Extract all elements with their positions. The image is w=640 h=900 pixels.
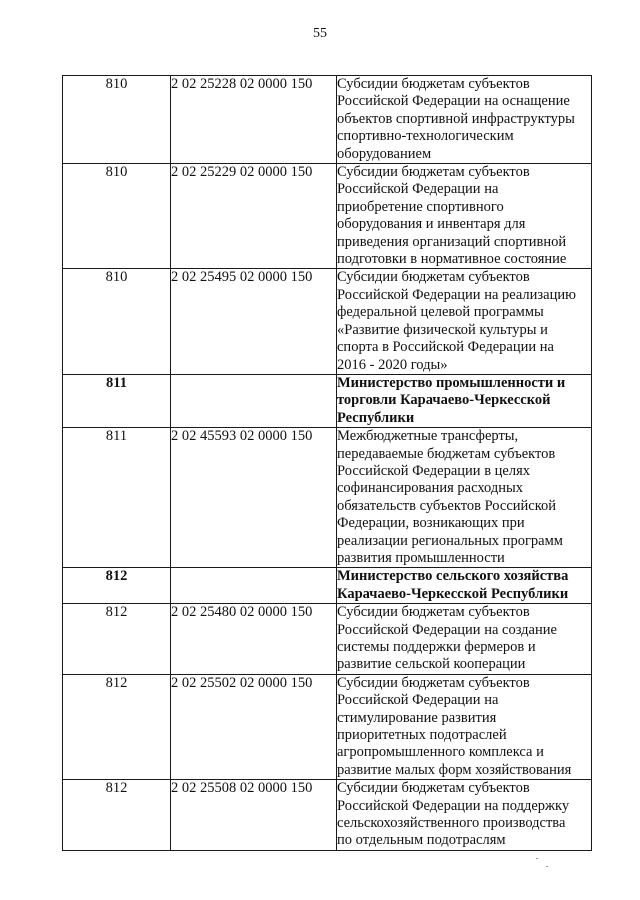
cell-budget-classification-code: 2 02 45593 02 0000 150 xyxy=(171,428,337,568)
cell-description xyxy=(337,428,592,568)
budget-revenue-table xyxy=(62,75,592,851)
description-line: приоритетных подотраслей xyxy=(337,727,507,744)
description-line: софинансирования расходных xyxy=(337,480,523,497)
description-line: Российской Федерации на реализацию xyxy=(337,286,576,303)
cell-budget-classification-code: 2 02 25495 02 0000 150 xyxy=(171,269,337,374)
description-line: приобретение спортивного xyxy=(337,198,504,215)
description-line: Республики xyxy=(337,409,415,426)
description-line: Российской Федерации в целях xyxy=(337,462,531,479)
cell-description xyxy=(337,780,592,851)
description-line: Субсидии бюджетам субъектов xyxy=(337,269,530,286)
description-line: оборудования и инвентаря для xyxy=(337,216,526,233)
description-line: Межбюджетные трансферты, xyxy=(337,428,519,445)
cell-budget-classification-code: 2 02 25508 02 0000 150 xyxy=(171,780,337,851)
description-line: развитие сельской кооперации xyxy=(337,656,526,673)
table-row-section-header xyxy=(63,568,592,604)
table-row xyxy=(63,674,592,779)
scan-speck xyxy=(536,858,538,859)
description-line: спортивно-технологическим xyxy=(337,128,514,145)
description-line: Российской Федерации на xyxy=(337,181,499,198)
cell-description xyxy=(337,568,592,604)
description-line: Субсидии бюджетам субъектов xyxy=(337,164,530,181)
cell-admin-code: 810 xyxy=(63,164,171,269)
description-line: обязательств субъектов Российской xyxy=(337,497,557,514)
table-row-section-header xyxy=(63,374,592,427)
description-line: Министерство сельского хозяйства xyxy=(337,568,569,585)
cell-budget-classification-code xyxy=(171,374,337,427)
cell-admin-code: 810 xyxy=(63,76,171,164)
description-line: Российской Федерации на поддержку xyxy=(337,797,570,814)
cell-description xyxy=(337,76,592,164)
description-line: Российской Федерации на оснащение xyxy=(337,93,570,110)
table-body xyxy=(63,76,592,851)
description-line: развития промышленности xyxy=(337,549,505,566)
description-line: реализации региональных программ xyxy=(337,532,563,549)
table-row xyxy=(63,780,592,851)
description-line: спорта в Российской Федерации на xyxy=(337,339,554,356)
description-line: приведения организаций спортивной xyxy=(337,233,567,250)
cell-admin-code: 812 xyxy=(63,674,171,779)
description-line: торговли Карачаево-Черкесской xyxy=(337,392,551,409)
table-row xyxy=(63,604,592,675)
scan-speck xyxy=(546,866,548,867)
cell-admin-code: 812 xyxy=(63,604,171,675)
description-line: Российской Федерации на создание xyxy=(337,621,557,638)
description-line: Субсидии бюджетам субъектов xyxy=(337,76,530,92)
cell-admin-code: 812 xyxy=(63,780,171,851)
page-number: 55 xyxy=(313,26,327,41)
cell-description xyxy=(337,269,592,374)
cell-budget-classification-code: 2 02 25228 02 0000 150 xyxy=(171,76,337,164)
description-line: стимулирование развития xyxy=(337,709,497,726)
cell-admin-code: 812 xyxy=(63,568,171,604)
cell-budget-classification-code xyxy=(171,568,337,604)
cell-budget-classification-code: 2 02 25480 02 0000 150 xyxy=(171,604,337,675)
cell-admin-code: 810 xyxy=(63,269,171,374)
description-line: Субсидии бюджетам субъектов xyxy=(337,674,530,691)
description-line: Карачаево-Черкесской Республики xyxy=(337,585,569,602)
description-line: федеральной целевой программы xyxy=(337,304,544,321)
cell-description xyxy=(337,374,592,427)
cell-admin-code: 811 xyxy=(63,374,171,427)
cell-description xyxy=(337,674,592,779)
description-line: развитие малых форм хозяйствования xyxy=(337,761,572,778)
description-line: Министерство промышленности и xyxy=(337,374,566,391)
description-line: «Развитие физической культуры и xyxy=(337,321,548,338)
description-line: сельскохозяйственного производства xyxy=(337,815,566,832)
description-line: Субсидии бюджетам субъектов xyxy=(337,780,530,797)
description-line: системы поддержки фермеров и xyxy=(337,639,536,655)
cell-description xyxy=(337,604,592,675)
table-row xyxy=(63,269,592,374)
cell-admin-code: 811 xyxy=(63,428,171,568)
description-line: Федерации, возникающих при xyxy=(337,515,525,532)
cell-budget-classification-code: 2 02 25502 02 0000 150 xyxy=(171,674,337,779)
description-line: Субсидии бюджетам субъектов xyxy=(337,604,530,621)
table-row xyxy=(63,164,592,269)
cell-description xyxy=(337,164,592,269)
description-line: оборудованием xyxy=(337,145,432,162)
description-line: Российской Федерации на xyxy=(337,692,499,709)
table-row xyxy=(63,428,592,568)
description-line: агропромышленного комплекса и xyxy=(337,744,544,761)
description-line: объектов спортивной инфраструктуры xyxy=(337,110,575,127)
table-row xyxy=(63,76,592,164)
description-line: по отдельным подотраслям xyxy=(337,832,506,849)
description-line: передаваемые бюджетам субъектов xyxy=(337,445,556,462)
cell-budget-classification-code: 2 02 25229 02 0000 150 xyxy=(171,164,337,269)
description-line: подготовки в нормативное состояние xyxy=(337,251,567,268)
description-line: 2016 - 2020 годы» xyxy=(337,356,448,373)
